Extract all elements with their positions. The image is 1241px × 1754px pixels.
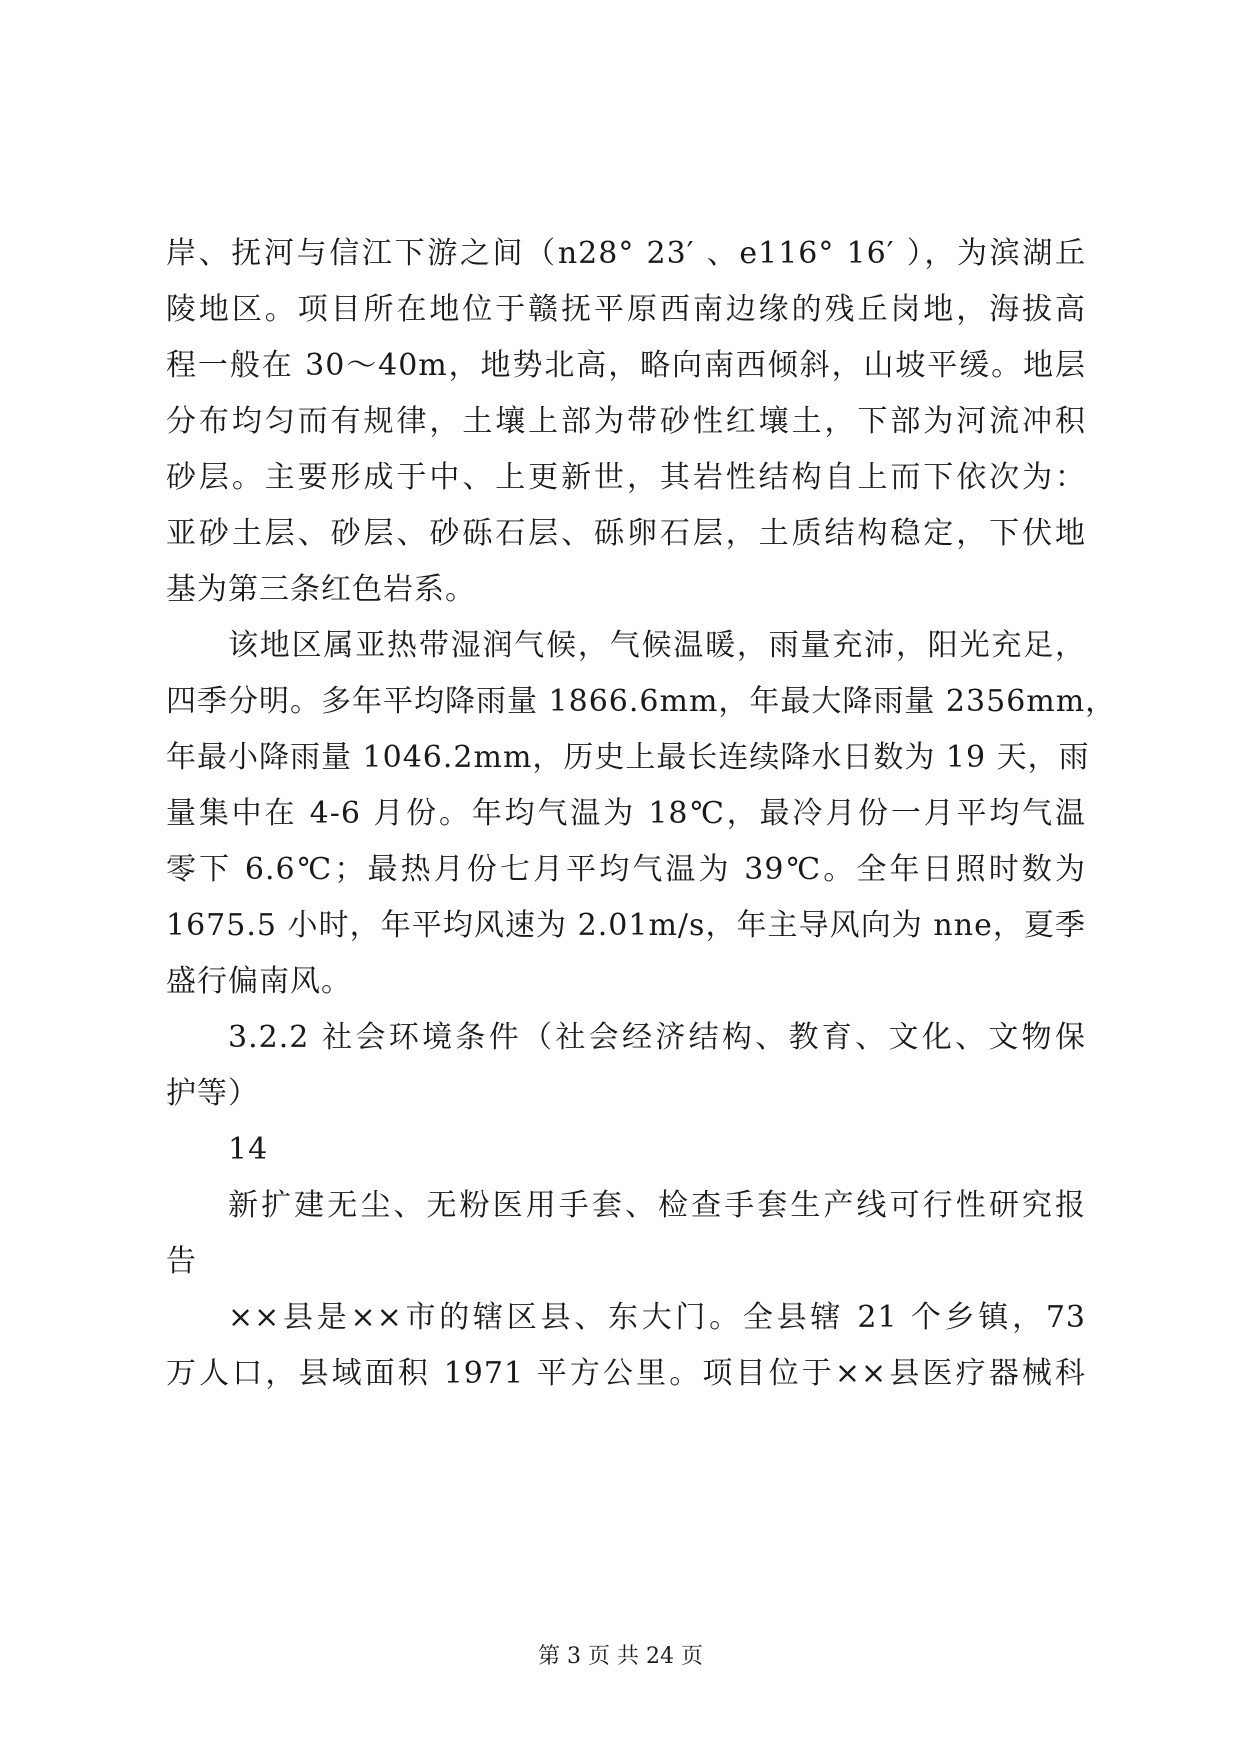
text-line: 盛行偏南风。 xyxy=(166,964,352,999)
text-line: 砂层。主要形成于中、上更新世，其岩性结构自上而下依次为： xyxy=(166,460,1086,495)
page-footer: 第 3 页 共 24 页 xyxy=(538,1644,703,1669)
text-line: 年最小降雨量 1046.2mm，历史上最长连续降水日数为 19 天，雨 xyxy=(166,740,1090,775)
report-title: 告 xyxy=(166,1244,197,1279)
text-line: 亚砂土层、砂层、砂砾石层、砾卵石层，土质结构稳定，下伏地 xyxy=(166,516,1086,551)
page-number-inline: 14 xyxy=(228,1132,269,1167)
text-line: ××县是××市的辖区县、东大门。全县辖 21 个乡镇，73 xyxy=(228,1300,1086,1335)
text-line: 零下 6.6℃；最热月份七月平均气温为 39℃。全年日照时数为 xyxy=(166,852,1086,887)
report-title: 新扩建无尘、无粉医用手套、检查手套生产线可行性研究报 xyxy=(228,1188,1086,1223)
text-line: 程一般在 30～40m，地势北高，略向南西倾斜，山坡平缓。地层 xyxy=(166,348,1086,383)
section-heading: 3.2.2 社会环境条件（社会经济结构、教育、文化、文物保 xyxy=(228,1020,1086,1055)
text-line: 该地区属亚热带湿润气候，气候温暖，雨量充沛，阳光充足， xyxy=(228,628,1086,663)
section-heading: 护等） xyxy=(166,1076,259,1111)
text-line: 基为第三条红色岩系。 xyxy=(166,572,476,607)
text-line: 1675.5 小时，年平均风速为 2.01m/s，年主导风向为 nne，夏季 xyxy=(166,908,1086,943)
text-line: 分布均匀而有规律，土壤上部为带砂性红壤土，下部为河流冲积 xyxy=(166,404,1086,439)
text-line: 万人口，县域面积 1971 平方公里。项目位于××县医疗器械科 xyxy=(166,1356,1086,1391)
text-line: 量集中在 4-6 月份。年均气温为 18℃，最冷月份一月平均气温 xyxy=(166,796,1086,831)
text-line: 岸、抚河与信江下游之间（n28° 23′ 、e116° 16′ ），为滨湖丘 xyxy=(166,236,1086,271)
text-line: 陵地区。项目所在地位于赣抚平原西南边缘的残丘岗地，海拔高 xyxy=(166,292,1086,327)
text-line: 四季分明。多年平均降雨量 1866.6mm，年最大降雨量 2356mm， xyxy=(166,684,1117,719)
